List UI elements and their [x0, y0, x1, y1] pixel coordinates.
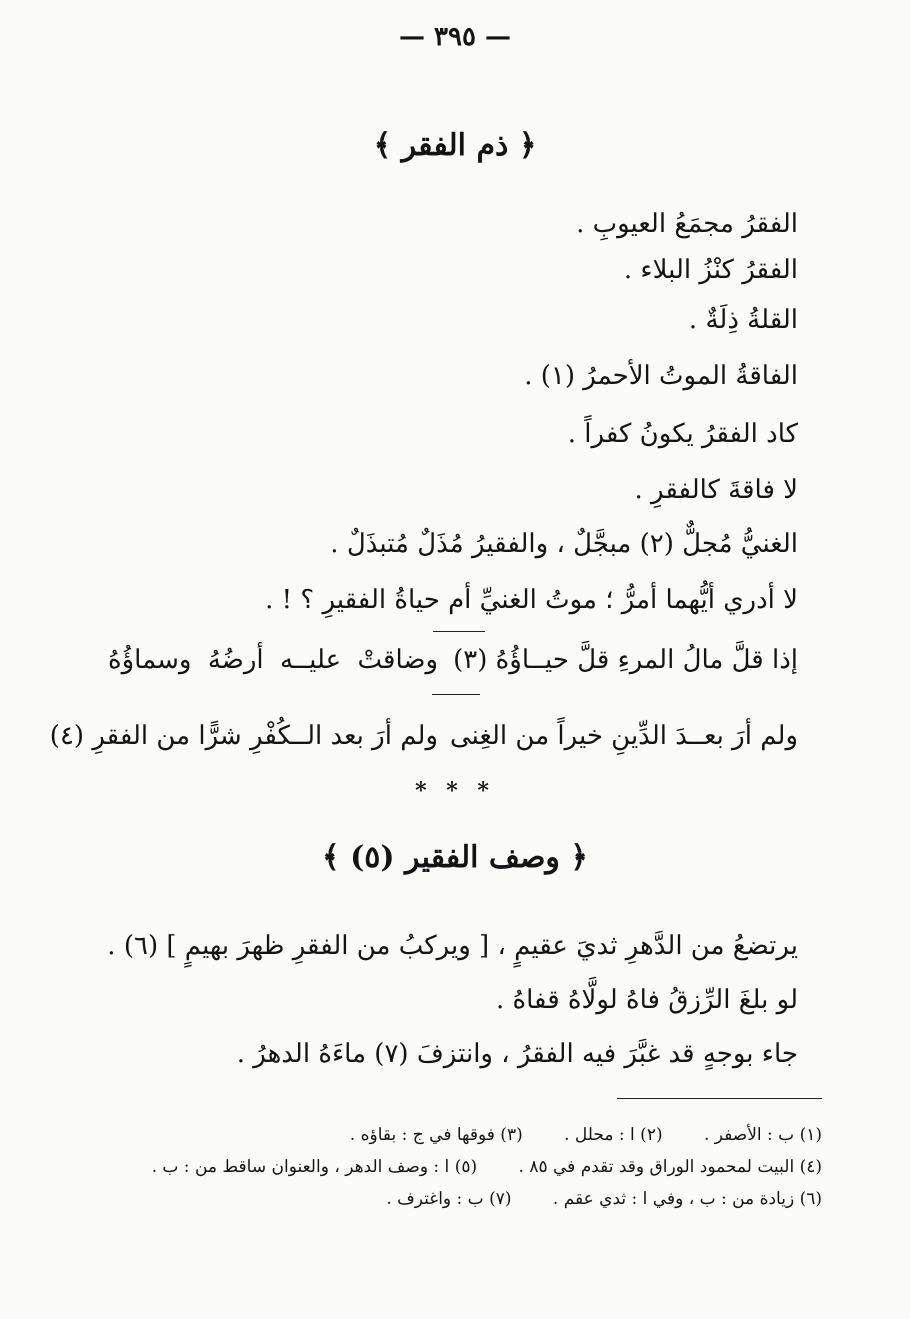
footnote: (٧) ب : واغترف . [386, 1189, 512, 1209]
page-number: — ٣٩٥ — [398, 22, 512, 52]
verse-second-hemistich: وضاقتْ عليــه أرضُهُ وسماؤُهُ [108, 645, 438, 675]
saying: الغنيُّ مُجلٌّ (٢) مبجَّلٌ ، والفقيرُ مُذَلٌ مُتبذَلٌ . [330, 529, 798, 559]
verse-line [49, 716, 798, 756]
saying: الفاقةُ الموتُ الأحمرُ (١) . [524, 361, 798, 391]
verse-second-hemistich: ولم أرَ بعد الــكُفْرِ شرًّا من الفقرِ (٤) [49, 721, 438, 751]
saying: كاد الفقرُ يكونُ كفراً . [567, 419, 798, 449]
saying: جاء بوجهٍ قد غبَّرَ فيه الفقرُ ، وانتزفَ (٧) ماءَهُ الدهرُ . [236, 1039, 798, 1069]
footnote: (١) ب : الأصفر . [704, 1125, 822, 1145]
footnote: (٦) زيادة من : ب ، وفي ا : ثدي عقم . [552, 1189, 822, 1209]
section-title: ﴿ وصف الفقير (٥) ﴾ [322, 840, 588, 875]
footnote-line [22, 1154, 822, 1180]
footnote: (٣) فوقها في ج : بقاؤه . [349, 1125, 523, 1145]
saying: يرتضعُ من الدَّهرِ ثديَ عقيمٍ ، [ ويركبُ من الفقرِ ظهرَ بهيمٍ ] (٦) . [107, 931, 798, 961]
saying: الفقرُ كنْزُ البلاء . [623, 255, 798, 285]
verse-line [108, 640, 798, 680]
footnote: (٥) ا : وصف الدهر ، والعنوان ساقط من : ب . [151, 1157, 478, 1177]
saying: لا فاقةَ كالفقرِ . [634, 475, 798, 505]
footnote-line [22, 1122, 822, 1148]
section-title: ﴿ ذم الفقر ﴾ [373, 128, 537, 163]
verse-first-hemistich: إذا قلَّ مالُ المرءِ قلَّ حيــاؤُهُ (٣) [453, 645, 798, 675]
saying: الفقرُ مجمَعُ العيوبِ . [576, 209, 798, 239]
saying: القلةُ ذِلَةٌ . [688, 305, 798, 335]
footnote-rule [617, 1098, 822, 1099]
saying: لا أدري أيُّهما أمرُّ ؛ موتُ الغنيِّ أم حياةُ الفقيرِ ؟ ! . [265, 585, 798, 615]
footnote: (٤) البيت لمحمود الوراق وقد تقدم في ٨٥ . [518, 1157, 822, 1177]
verse-overline [433, 631, 485, 632]
verse-first-hemistich: ولم أرَ بعــدَ الدِّينِ خيراً من الغِنى [449, 721, 798, 751]
verse-overline [432, 694, 480, 695]
footnote-line [22, 1186, 822, 1212]
footnote: (٢) ا : محلل . [564, 1125, 663, 1145]
section-separator: * * * [415, 778, 495, 804]
saying: لو بلغَ الرِّزقُ فاهُ لولَّاهُ قفاهُ . [495, 985, 798, 1015]
